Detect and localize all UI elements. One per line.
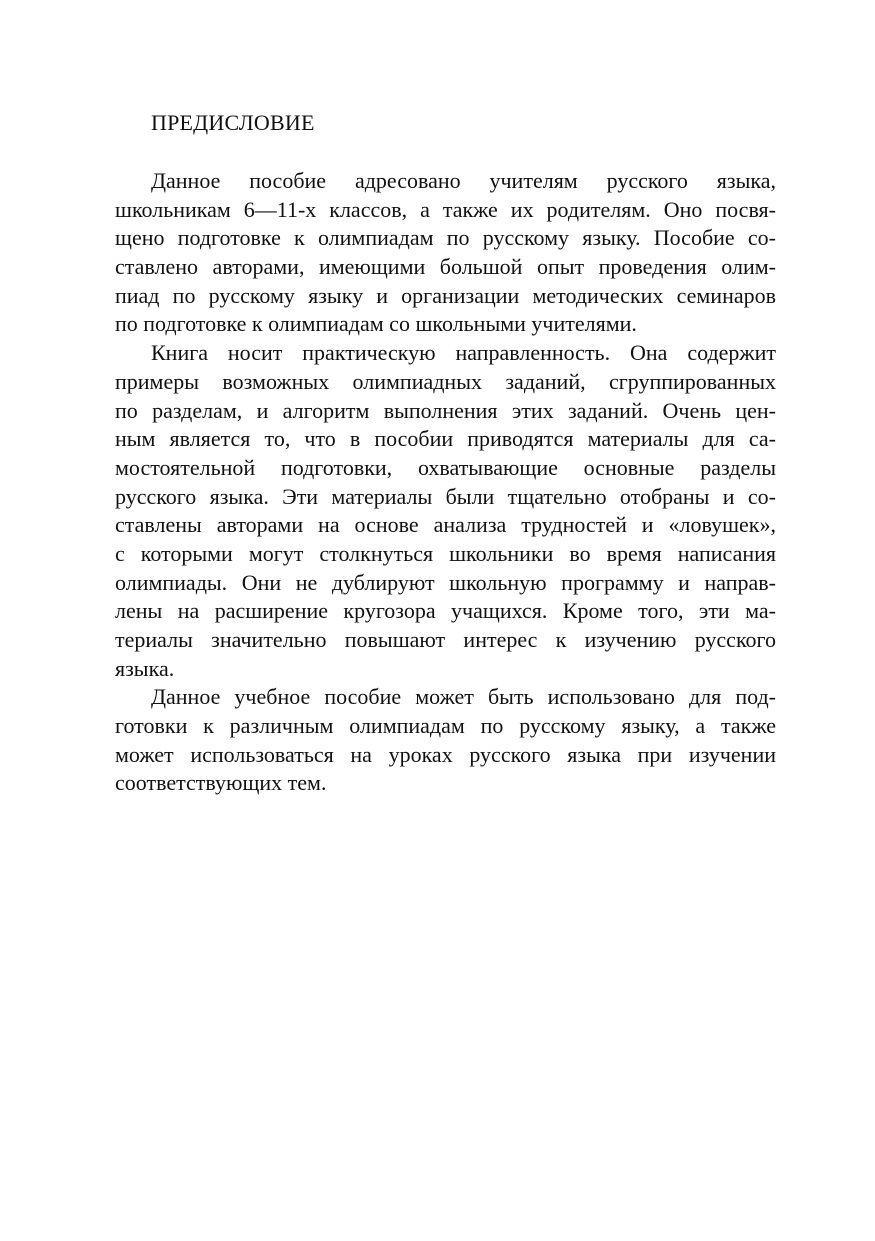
text-line: олимпиады. Они не дублируют школьную программу и направ-	[115, 569, 776, 595]
text-line: может использоваться на уроках русского языка при изучении	[115, 741, 776, 767]
text-line: Данное пособие адресовано учителям русского языка,	[151, 168, 776, 193]
paragraph-1	[115, 167, 776, 339]
text-line: по разделам, и алгоритм выполнения этих заданий. Очень цен-	[115, 397, 776, 423]
text-line: Книга носит практическую направленность. Она содержит	[151, 340, 776, 366]
text-line: примеры возможных олимпиадных заданий, сгруппированных	[115, 368, 776, 394]
text-line: готовки к различным олимпиадам по русскому языку, а также	[115, 713, 776, 739]
text-line: по подготовке к олимпиадам со школьными учителями.	[115, 311, 637, 337]
paragraph-2	[115, 339, 776, 683]
text-line: школьникам 6—11-х классов, а также их родителям. Оно посвя-	[115, 196, 776, 222]
text-line: соответствующих тем.	[115, 770, 327, 796]
text-line: языка.	[115, 655, 175, 681]
text-line: русского языка. Эти материалы были тщательно отобраны и со-	[115, 483, 776, 509]
text-line: мостоятельной подготовки, охватывающие основные разделы	[115, 454, 776, 480]
body-text	[115, 167, 776, 798]
text-line: ставлены авторами на основе анализа трудностей и «ловушек»,	[115, 512, 776, 538]
document-page	[115, 108, 776, 798]
page-title: ПРЕДИСЛОВИЕ	[151, 110, 315, 135]
text-line: лены на расширение кругозора учащихся. Кроме того, эти ма-	[115, 598, 776, 624]
text-line: териалы значительно повышают интерес к изучению русского	[115, 627, 776, 652]
paragraph-3	[115, 683, 776, 798]
text-line: Данное учебное пособие может быть использовано для под-	[151, 684, 776, 710]
text-line: с которыми могут столкнуться школьники во время написания	[115, 540, 776, 566]
text-line: щено подготовке к олимпиадам по русскому языку. Пособие со-	[115, 225, 776, 251]
text-line: ставлено авторами, имеющими большой опыт проведения олим-	[115, 254, 776, 280]
text-line: ным является то, что в пособии приводятся материалы для са-	[115, 426, 776, 452]
text-line: пиад по русскому языку и организации методических семинаров	[115, 282, 776, 308]
